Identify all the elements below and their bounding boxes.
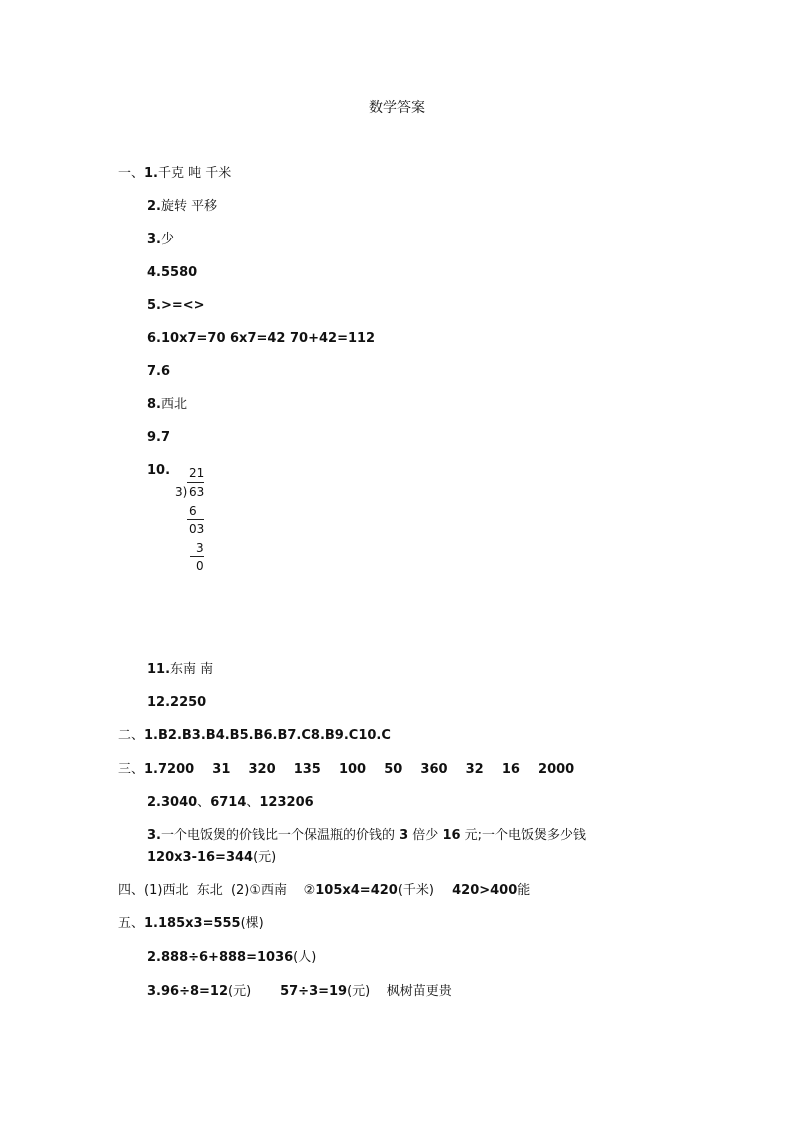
division-line-1 [187, 519, 204, 520]
division-bar [187, 482, 204, 483]
value-b: 6714 [210, 795, 247, 810]
answer-text: 西北 [160, 397, 187, 412]
division-quotient: 21 [189, 466, 205, 480]
answer-text: 能 [517, 883, 531, 898]
unit: (千米) [397, 883, 434, 898]
answer-1-3 [147, 231, 174, 249]
answer-text: 1.B2.B3.B4.B5.B6.B7.C8.B9.C10.C [144, 728, 391, 743]
expression: 120x3-16=344 [147, 850, 254, 865]
expression: 1.185x3=555 [144, 916, 241, 931]
answer-text: 西北 东北 [162, 883, 231, 898]
unit: (元) [253, 850, 277, 865]
item-number: 8. [147, 397, 161, 412]
item-number: 1. [144, 166, 158, 181]
page-title: 数学答案 [369, 100, 425, 116]
answer-1-12: 12.2250 [147, 695, 207, 710]
answer-text: ①西南 ② [249, 883, 316, 898]
text-part: 倍少 [408, 828, 443, 843]
answer-1-8 [147, 396, 187, 414]
text-part: 元;一个电饭煲多少钱 [460, 828, 587, 843]
answer-1-11 [147, 661, 213, 679]
number-part: 16 [442, 828, 461, 843]
unit: (元) [347, 984, 371, 999]
item-number: 3. [147, 828, 161, 843]
answer-1-4: 4.5580 [147, 265, 198, 280]
separator: 、 [197, 795, 211, 810]
answer-text: 少 [160, 232, 174, 247]
separator: 、 [246, 795, 260, 810]
expression: 57÷3=19 [280, 984, 348, 999]
number-part: 3 [399, 828, 409, 843]
expression: 2.888÷6+888=1036 [147, 950, 294, 965]
comparison: 420>400 [434, 883, 518, 898]
value-a: 3040 [160, 795, 198, 810]
answer-1-7: 7.6 [147, 364, 171, 379]
section-5-line-1 [118, 915, 264, 933]
section-marker: 三、 [118, 762, 145, 777]
division-line-2 [190, 556, 204, 557]
division-step-1: 6 [189, 504, 197, 518]
section-1-line-1 [118, 165, 231, 183]
answer-text: 东南 南 [170, 662, 214, 677]
section-marker: 五、 [118, 916, 145, 931]
division-dividend: 63 [189, 485, 205, 499]
division-divisor: 3) [175, 485, 188, 499]
answer-5-3 [147, 983, 452, 1001]
part-label: (1) [144, 883, 163, 898]
expression: 105x4=420 [315, 883, 398, 898]
answer-3-2 [147, 794, 314, 812]
section-4-line [118, 882, 530, 900]
answer-1-9: 9.7 [147, 430, 171, 445]
item-number: 2. [147, 795, 161, 810]
section-marker: 四、 [118, 883, 145, 898]
answer-1-2 [147, 198, 217, 216]
value-c: 123206 [259, 795, 314, 810]
answer-1-10-number: 10. [147, 463, 171, 478]
section-marker: 一、 [118, 166, 145, 181]
item-number: 3. [147, 232, 161, 247]
text-part: 一个电饭煲的价钱比一个保温瓶的价钱的 [160, 828, 400, 843]
section-marker: 二、 [118, 728, 145, 743]
answer-5-2 [147, 949, 316, 967]
item-number: 11. [147, 662, 171, 677]
division-remainder: 0 [196, 559, 204, 573]
answer-text: 旋转 平移 [160, 199, 218, 214]
unit: (元) [228, 984, 252, 999]
unit: (棵) [240, 916, 264, 931]
answer-1-5: 5.>=<> [147, 298, 205, 313]
answer-3-3-line-1 [147, 827, 586, 845]
item-number: 2. [147, 199, 161, 214]
answer-1-6: 6.10x7=70 6x7=42 70+42=112 [147, 331, 376, 346]
division-step-3: 3 [196, 541, 204, 555]
expression: 3.96÷8=12 [147, 984, 228, 999]
section-3-line-1 [118, 761, 574, 779]
answer-3-3-line-2 [147, 849, 276, 867]
answer-text: 枫树苗更贵 [386, 984, 452, 999]
part-label: (2) [230, 883, 250, 898]
unit: (人) [293, 950, 317, 965]
section-2-line [118, 727, 391, 745]
answer-text: 1.7200 31 320 135 100 50 360 32 16 2000 [144, 762, 575, 777]
answer-text: 千克 吨 千米 [158, 166, 232, 181]
division-step-2: 03 [189, 522, 205, 536]
